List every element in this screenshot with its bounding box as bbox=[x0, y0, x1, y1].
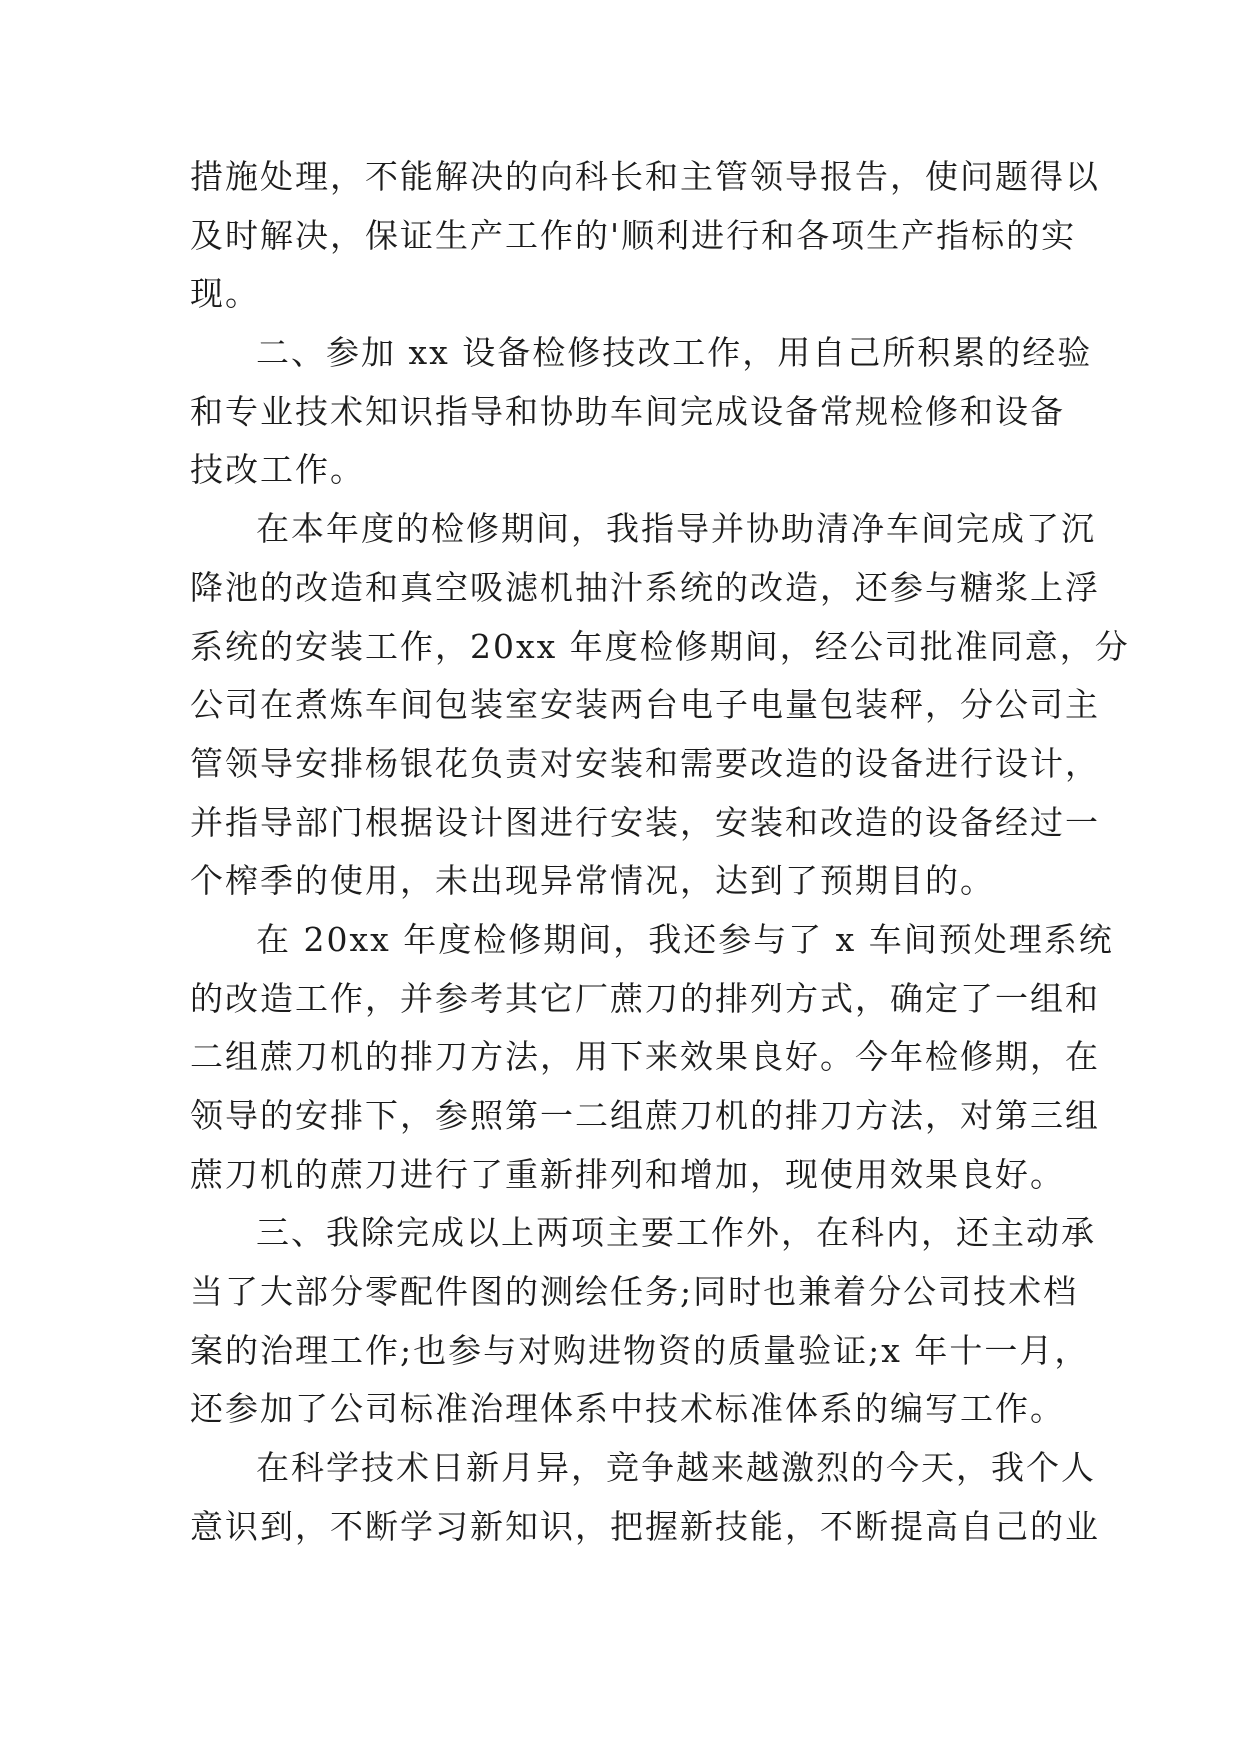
document-body bbox=[190, 148, 1130, 1557]
text-line: 领导的安排下，参照第一二组蔗刀机的排刀方法，对第三组 bbox=[190, 1096, 1100, 1135]
text-line: 并指导部门根据设计图进行安装，安装和改造的设备经过一 bbox=[190, 802, 1100, 842]
text-line: 降池的改造和真空吸滤机抽汁系统的改造，还参与糖浆上浮 bbox=[190, 567, 1100, 607]
text-line: 的改造工作，并参考其它厂蔗刀的排列方式，确定了一组和 bbox=[190, 978, 1100, 1018]
text-line: 在科学技术日新月异，竞争越来越激烈的今天，我个人 bbox=[256, 1448, 1096, 1488]
text-line: 措施处理，不能解决的向科长和主管领导报告，使问题得以 bbox=[190, 157, 1100, 196]
text-line: 及时解决，保证生产工作的'顺利进行和各项生产指标的实 bbox=[190, 215, 1077, 255]
text-line: 意识到，不断学习新知识，把握新技能，不断提高自己的业 bbox=[190, 1506, 1100, 1546]
text-line: 个榨季的使用，未出现异常情况，达到了预期目的。 bbox=[190, 861, 995, 901]
text-line: 案的治理工作;也参与对购进物资的质量验证;x 年十一月， bbox=[190, 1330, 1090, 1370]
text-line: 和专业技术知识指导和协助车间完成设备常规检修和设备 bbox=[190, 391, 1065, 431]
text-line: 系统的安装工作，20xx 年度检修期间，经公司批准同意，分 bbox=[190, 626, 1130, 666]
text-line: 蔗刀机的蔗刀进行了重新排列和增加，现使用效果良好。 bbox=[190, 1154, 1065, 1194]
text-line: 二组蔗刀机的排刀方法，用下来效果良好。今年检修期，在 bbox=[190, 1037, 1100, 1077]
text-line: 二、参加 xx 设备检修技改工作，用自己所积累的经验 bbox=[256, 333, 1093, 373]
text-line: 现。 bbox=[190, 274, 260, 314]
text-line: 在 20xx 年度检修期间，我还参与了 x 车间预处理系统 bbox=[256, 919, 1114, 959]
text-line: 技改工作。 bbox=[190, 450, 365, 490]
text-line: 当了大部分零配件图的测绘任务;同时也兼着分公司技术档 bbox=[190, 1272, 1079, 1312]
text-line: 公司在煮炼车间包装室安装两台电子电量包装秤，分公司主 bbox=[190, 685, 1100, 725]
text-line: 管领导安排杨银花负责对安装和需要改造的设备进行设计， bbox=[190, 743, 1100, 783]
text-line: 还参加了公司标准治理体系中技术标准体系的编写工作。 bbox=[190, 1389, 1065, 1429]
text-line: 在本年度的检修期间，我指导并协助清净车间完成了沉 bbox=[256, 509, 1096, 549]
text-line: 三、我除完成以上两项主要工作外，在科内，还主动承 bbox=[256, 1213, 1096, 1253]
